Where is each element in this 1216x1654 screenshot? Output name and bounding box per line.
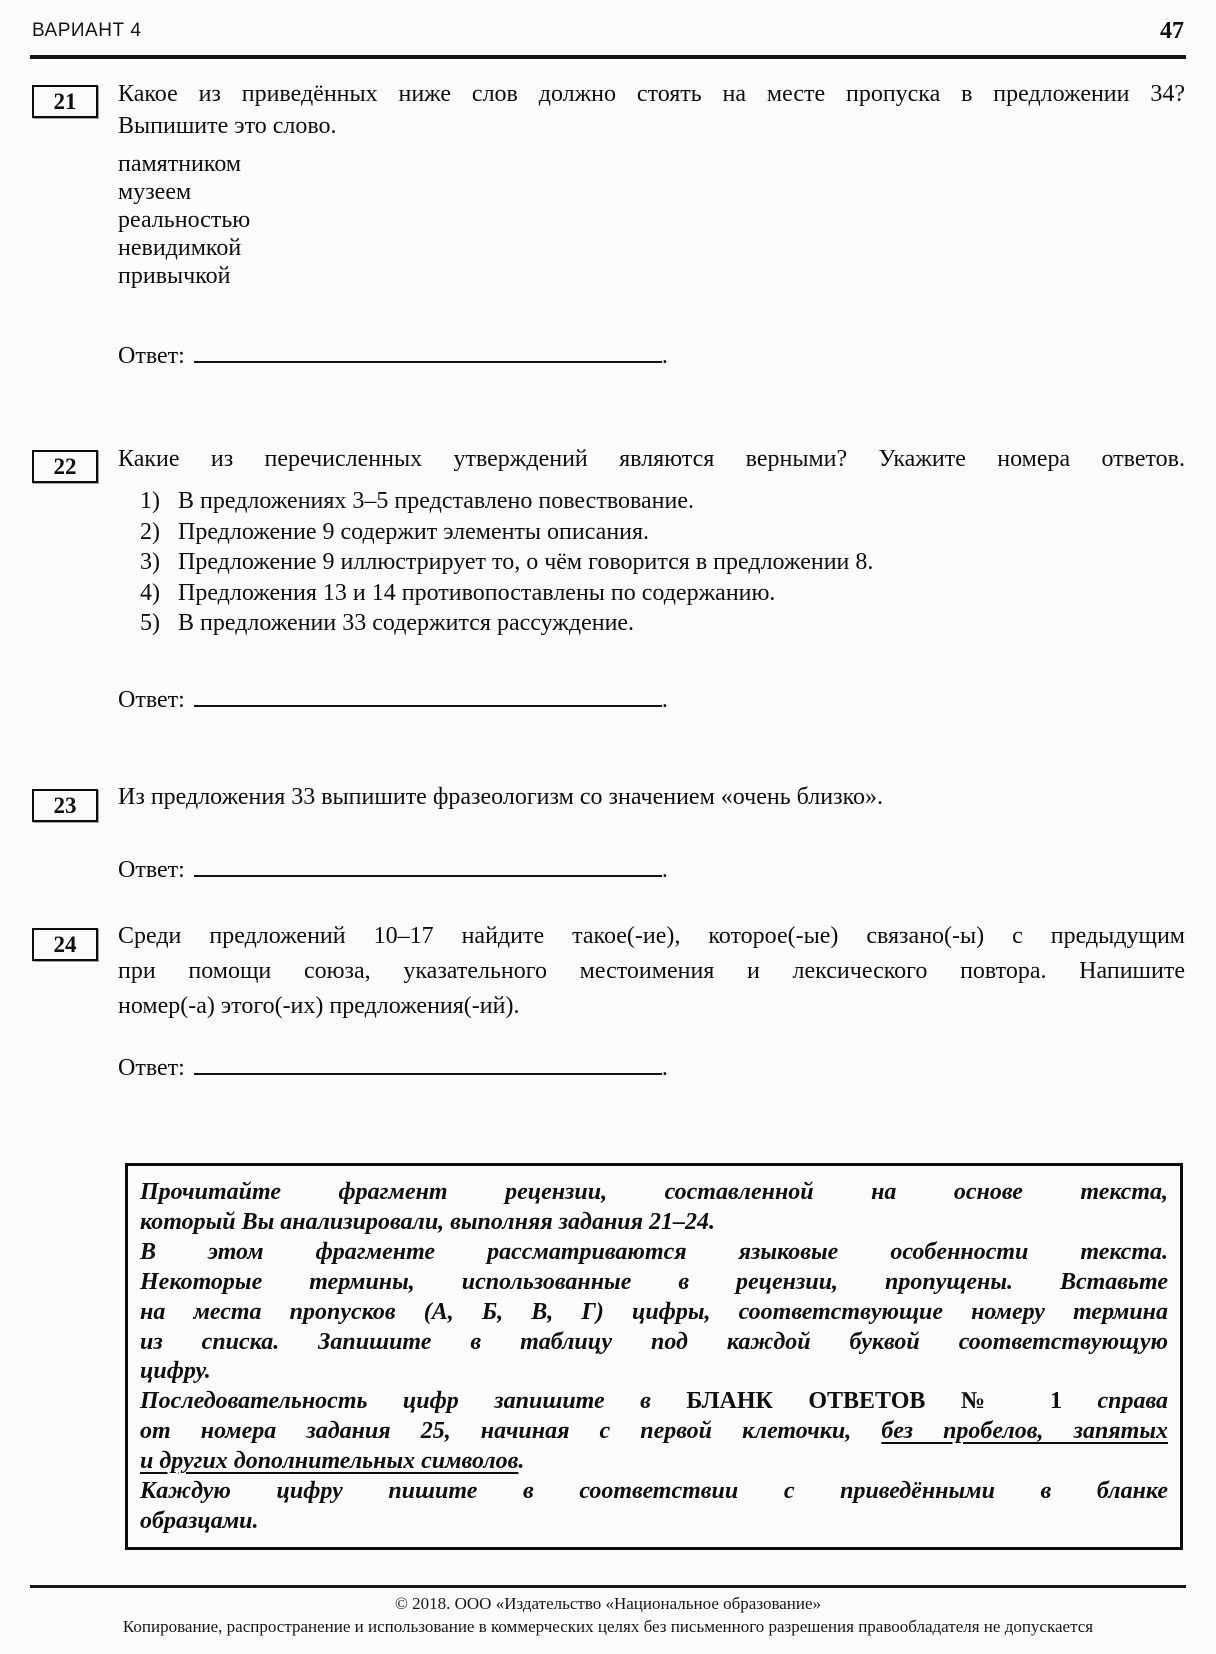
task-25-instruction-box xyxy=(125,1163,1183,1550)
text-segment: справа xyxy=(1061,1388,1168,1415)
text-line xyxy=(140,1328,1168,1358)
answer-row-22 xyxy=(118,682,818,714)
underlined-text: и других дополнительных символов xyxy=(140,1448,519,1475)
answer-blank-line xyxy=(194,852,662,877)
emphasized-text: БЛАНК ОТВЕТОВ № 1 xyxy=(686,1388,1062,1415)
text-line xyxy=(118,78,1185,110)
text-segment: Какое из приведённых ниже слов должно стоять на месте пропуска в предложении 34? xyxy=(118,81,1185,107)
answer-row-21 xyxy=(118,338,818,370)
text-segment: цифру. xyxy=(140,1358,211,1385)
text-segment: на места пропусков (А, Б, В, Г) цифры, соответствующие номеру термина xyxy=(140,1298,1168,1325)
text-line xyxy=(140,1238,1168,1268)
option-number: 5) xyxy=(140,610,160,636)
text-line xyxy=(140,1208,1168,1238)
text-segment: В этом фрагменте рассматриваются языковые особенности текста. xyxy=(140,1238,1168,1265)
question-22-number-box: 22 xyxy=(32,450,98,483)
answer-label: Ответ: xyxy=(118,1055,185,1081)
text-segment: . xyxy=(518,1448,525,1475)
text-segment: Последовательность цифр запишите в xyxy=(140,1388,687,1415)
answer-row-24 xyxy=(118,1050,818,1082)
answer-label: Ответ: xyxy=(118,857,185,883)
text-line xyxy=(118,444,1185,474)
footer-rule xyxy=(30,1585,1186,1588)
text-line xyxy=(140,1298,1168,1328)
question-22-text xyxy=(118,444,1185,474)
underlined-text: без пробелов, запятых xyxy=(881,1418,1168,1445)
answer-label: Ответ: xyxy=(118,343,185,369)
word-choice: памятником xyxy=(118,151,242,177)
option-text: Предложение 9 иллюстрирует то, о чём говорится в предложении 8. xyxy=(178,549,874,575)
text-line xyxy=(140,1507,1168,1537)
text-line xyxy=(118,782,1185,812)
statement-option xyxy=(140,578,1185,609)
answer-period: . xyxy=(661,687,668,713)
answer-period: . xyxy=(661,857,668,883)
text-line xyxy=(118,110,1185,142)
word-choice: реальностью xyxy=(118,207,251,233)
text-line xyxy=(140,1477,1168,1507)
text-segment: Среди предложений 10–17 найдите такое(-ие), которое(-ые) связано(-ы) с предыдущим xyxy=(118,923,1185,949)
option-number: 3) xyxy=(140,549,160,575)
text-segment: от номера задания 25, начиная с первой клеточки, xyxy=(140,1418,882,1445)
text-line xyxy=(140,1268,1168,1298)
text-line xyxy=(140,1417,1168,1447)
answer-row-23 xyxy=(118,852,818,884)
question-24-text xyxy=(118,919,1185,1024)
word-choice: привычкой xyxy=(118,263,231,289)
statement-option xyxy=(140,547,1185,578)
option-text: Предложение 9 содержит элементы описания. xyxy=(178,518,650,545)
footer-notice: Копирование, распространение и использование в коммерческих целях без письменного разрешения правообладателя не допускается xyxy=(122,1617,1094,1636)
text-segment: Выпишите это слово. xyxy=(118,113,337,139)
text-segment: образцами. xyxy=(140,1507,259,1534)
question-22-options xyxy=(140,486,1185,639)
text-line xyxy=(140,1357,1168,1387)
question-23-text xyxy=(118,782,1185,812)
text-line xyxy=(118,919,1185,954)
question-21-number-box: 21 xyxy=(32,85,98,118)
question-23-number-box: 23 xyxy=(32,789,98,822)
word-choice: музеем xyxy=(118,179,192,205)
question-24-number-box: 24 xyxy=(32,928,98,961)
answer-period: . xyxy=(661,343,668,369)
answer-period: . xyxy=(661,1055,668,1081)
footer xyxy=(0,1592,1216,1638)
text-segment: номер(-а) этого(-их) предложения(-ий). xyxy=(118,993,520,1019)
word-choice: невидимкой xyxy=(118,235,242,261)
option-text: В предложениях 3–5 представлено повествование. xyxy=(178,488,694,514)
text-line xyxy=(118,954,1185,989)
footer-copyright: © 2018. ООО «Издательство «Национальное образование» xyxy=(394,1594,822,1613)
text-segment: Каждую цифру пишите в соответствии с приведёнными в бланке xyxy=(140,1478,1168,1505)
option-number: 2) xyxy=(140,518,160,545)
text-segment: Некоторые термины, использованные в рецензии, пропущены. Вставьте xyxy=(140,1268,1168,1295)
option-number: 4) xyxy=(140,579,160,606)
option-number: 1) xyxy=(140,488,160,514)
question-21-word-choices xyxy=(118,150,718,290)
text-line xyxy=(118,989,1185,1024)
variant-label: ВАРИАНТ 4 xyxy=(32,20,142,41)
text-segment: Какие из перечисленных утверждений являются верными? Укажите номера ответов. xyxy=(118,446,1185,472)
text-line xyxy=(140,1178,1168,1208)
answer-label: Ответ: xyxy=(118,687,185,713)
page-number: 47 xyxy=(1160,18,1184,44)
answer-blank-line xyxy=(194,1050,662,1075)
text-segment: из списка. Запишите в таблицу под каждой буквой соответствующую xyxy=(140,1328,1168,1355)
text-line xyxy=(140,1447,1168,1477)
statement-option xyxy=(140,608,1185,639)
option-text: В предложении 33 содержится рассуждение. xyxy=(178,610,635,636)
text-segment: который Вы анализировали, выполняя задания 21–24. xyxy=(140,1208,715,1235)
text-segment: при помощи союза, указательного местоимения и лексического повтора. Напишите xyxy=(118,958,1185,984)
header-rule xyxy=(30,55,1186,59)
text-segment: Из предложения 33 выпишите фразеологизм со значением «очень близко». xyxy=(118,784,884,810)
statement-option xyxy=(140,486,1185,517)
question-21-text xyxy=(118,78,1185,142)
text-segment: Прочитайте фрагмент рецензии, составленной на основе текста, xyxy=(140,1179,1168,1205)
option-text: Предложения 13 и 14 противопоставлены по содержанию. xyxy=(178,579,776,606)
statement-option xyxy=(140,517,1185,548)
answer-blank-line xyxy=(194,338,662,363)
answer-blank-line xyxy=(194,682,662,707)
text-line xyxy=(140,1387,1168,1417)
